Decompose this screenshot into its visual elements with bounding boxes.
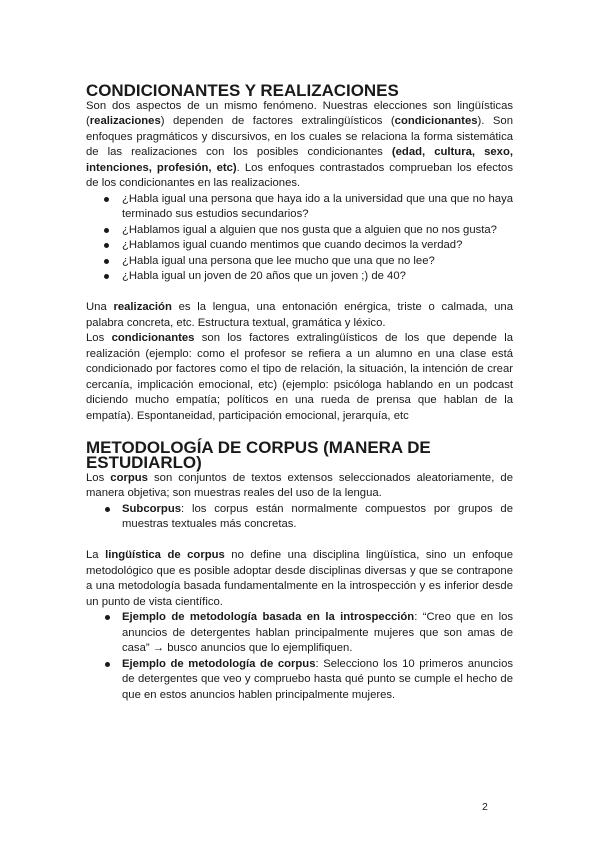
intro-paragraph: Son dos aspectos de un mismo fenómeno. Nuestras elecciones son lingüísticas (realizaciones) dependen de factores extralingüísticos (condicionantes). Son enfoques pragmáticos y discursivos, en los cuales se relaciona la forma sistemática de las realizaciones con los posibles condicionantes (edad, cultura, sexo, intenciones, profesión, etc). Los enfoques contrastados comprueban los efectos de los condicionantes en las realizaciones. <box>86 99 513 189</box>
list-item: ¿Hablamos igual cuando mentimos que cuando decimos la verdad? <box>86 238 513 254</box>
list-item: Ejemplo de metodología basada en la introspección: “Creo que en los anuncios de detergentes hablan principalmente mujeres que son amas de casa” → busco anuncios que lo ejemplifiquen. <box>86 610 513 657</box>
page-content <box>86 83 513 703</box>
page-number: 2 <box>482 801 488 813</box>
questions-list <box>86 192 513 285</box>
list-item: ¿Habla igual una persona que lee mucho que una que no lee? <box>86 254 513 270</box>
examples-list <box>86 610 513 703</box>
subcorpus-list <box>86 502 513 533</box>
section-heading-condicionantes: CONDICIONANTES Y REALIZACIONES <box>86 81 399 100</box>
list-item: ¿Habla igual una persona que haya ido a la universidad que una que no haya terminado sus estudios secundarios? <box>86 192 513 223</box>
section-heading-corpus: METODOLOGÍA DE CORPUS (MANERA DE ESTUDIARLO) <box>86 437 431 472</box>
list-item: Ejemplo de metodología de corpus: Selecciono los 10 primeros anuncios de detergentes que veo y compruebo hasta qué punto se cumple el hecho de que en estos anuncios hablen principalmente mujeres. <box>86 657 513 704</box>
linguistica-paragraph: La lingüística de corpus no define una disciplina lingüística, sino un enfoque metodológico que es posible adoptar desde disciplinas diversas y que se contrapone a una metodología basada fundamentalmente en la introspección y es inferior desde un punto de vista científico. <box>86 549 513 608</box>
condicionantes-paragraph: Los condicionantes son los factores extralingüísticos de los que depende la realización (ejemplo: como el profesor se refiera a un alumno en una clase está condicionado por factores como el tipo de relación, la situación, la intención de crear cercanía, implicación emocional, etc) (ejemplo: psicóloga hablando en un podcast diciendo mucho empatía; políticos en una rueda de prensa que hablan de la empatía). Espontaneidad, participación emocional, jerarquía, etc <box>86 332 513 422</box>
realizacion-paragraph: Una realización es la lengua, una entonación enérgica, triste o calmada, una palabra concreta, etc. Estructura textual, gramática y léxico. <box>86 301 513 329</box>
list-item: ¿Hablamos igual a alguien que nos gusta que a alguien que no nos gusta? <box>86 223 513 239</box>
list-item: Subcorpus: los corpus están normalmente compuestos por grupos de muestras textuales más concretas. <box>86 502 513 533</box>
list-item: ¿Habla igual un joven de 20 años que un joven ;) de 40? <box>86 269 513 285</box>
corpus-paragraph: Los corpus son conjuntos de textos extensos seleccionados aleatoriamente, de manera objetiva; son muestras reales del uso de la lengua. <box>86 471 513 499</box>
